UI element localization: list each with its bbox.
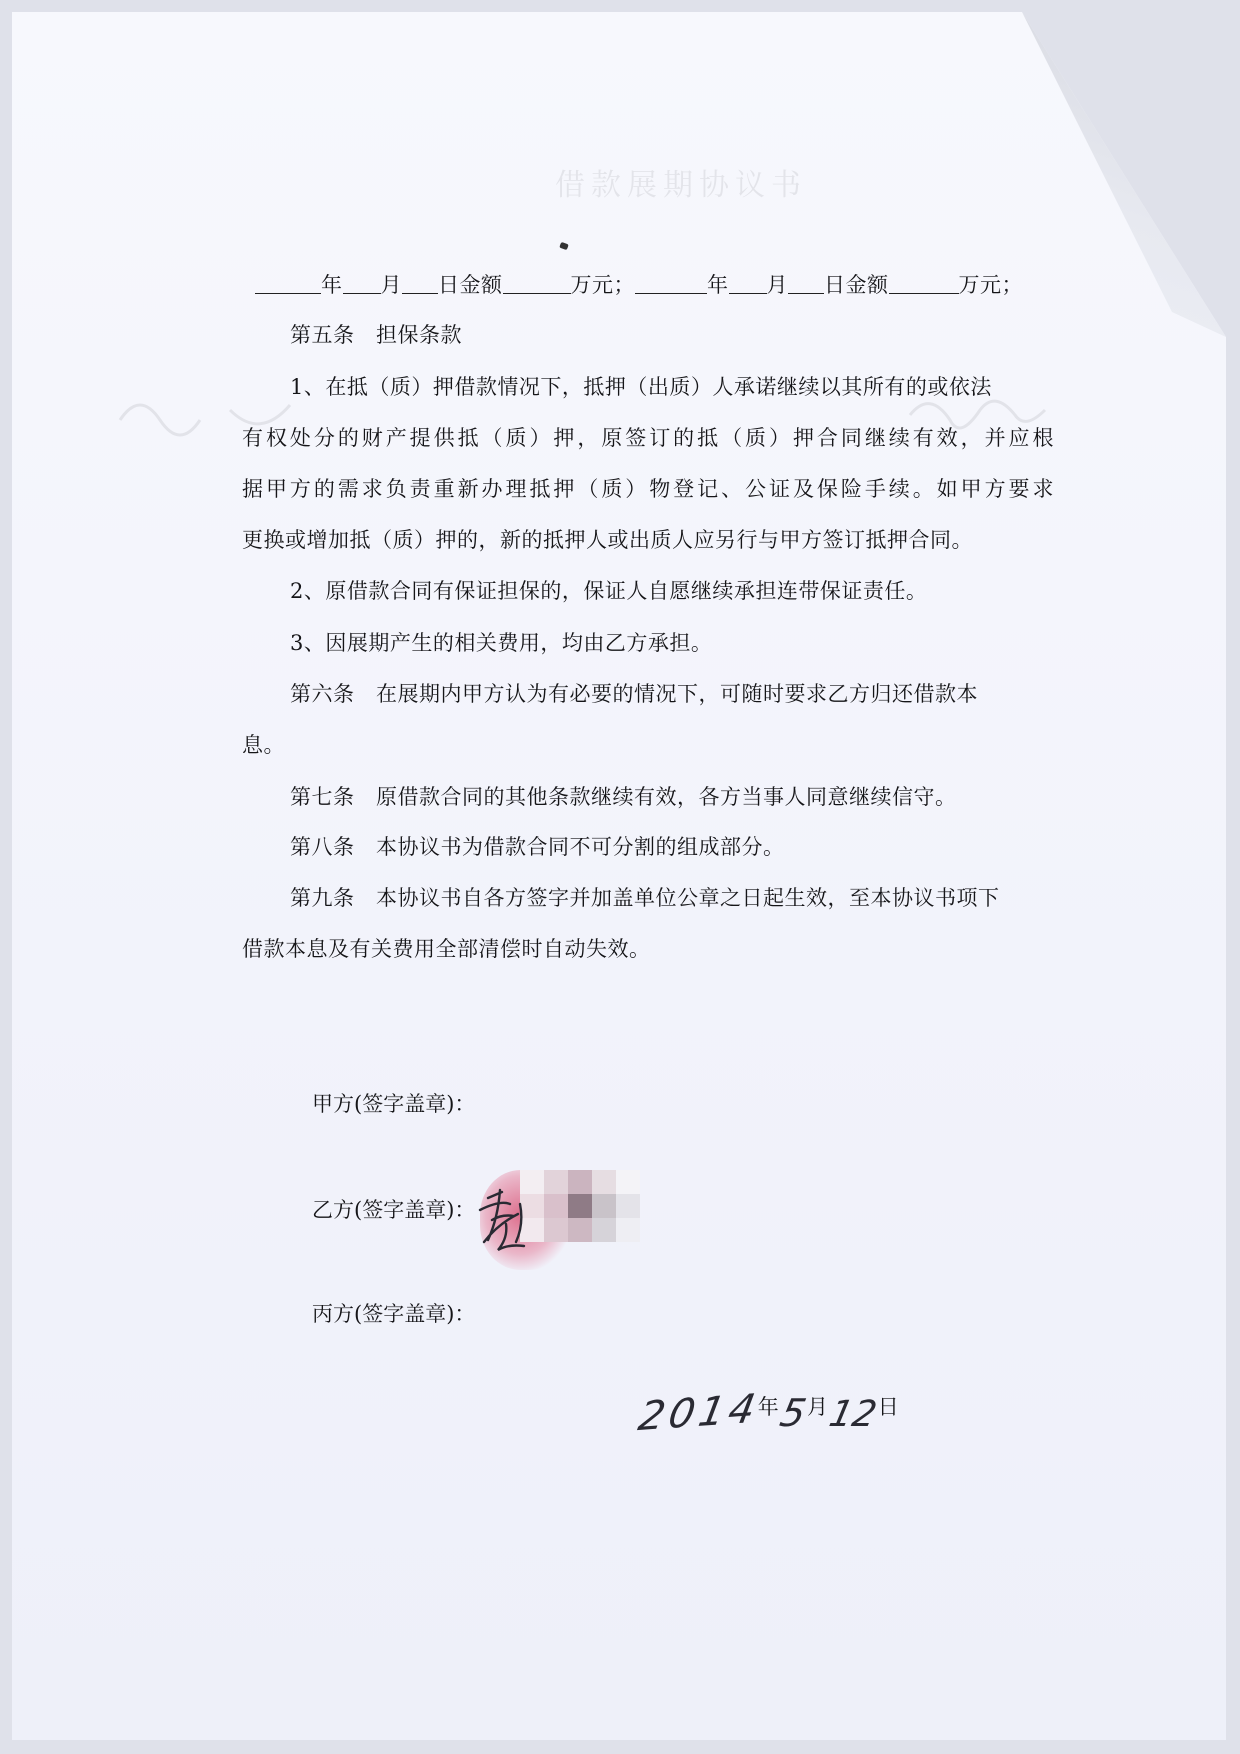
blank-amount-1 <box>503 271 571 294</box>
bleed-through-title: 借款展期协议书 <box>555 168 807 203</box>
article5-p2: 2、原借款合同有保证担保的，保证人自愿继续承担连带保证责任。 <box>290 579 928 603</box>
year-label: 年 <box>321 273 343 297</box>
day-amount-label: 日金额 <box>438 273 503 297</box>
article7: 第七条 原借款合同的其他条款继续有效，各方当事人同意继续信守。 <box>290 785 957 809</box>
article5-p1-line-1: 1、在抵（质）押借款情况下，抵押（出质）人承诺继续以其所有的或依法 <box>290 375 992 399</box>
unit-label: 万元； <box>570 273 635 297</box>
handwritten-year: 2014 <box>635 1385 763 1441</box>
blank-day-1 <box>402 271 438 294</box>
article6-line-2: 息。 <box>242 733 285 757</box>
blank-year-1 <box>255 271 321 294</box>
article5-p3: 3、因展期产生的相关费用，均由乙方承担。 <box>290 631 713 655</box>
article5-p1-line-4: 更换或增加抵（质）押的，新的抵押人或出质人应另行与甲方签订抵押合同。 <box>242 528 973 552</box>
article6-line-1: 第六条 在展期内甲方认为有必要的情况下，可随时要求乙方归还借款本 <box>290 682 978 706</box>
blank-month-1 <box>343 271 381 294</box>
blank-year-2 <box>635 271 707 294</box>
year-label: 年 <box>707 273 729 297</box>
blank-amount-2 <box>889 271 959 294</box>
handwritten-date <box>635 1385 899 1441</box>
article5-p1-line-2: 有权处分的财产提供抵（质）押，原签订的抵（质）押合同继续有效，并应根 <box>242 426 1054 450</box>
printed-year-label: 年 <box>757 1395 779 1419</box>
handwritten-month: 5 <box>776 1391 810 1435</box>
article5-heading: 第五条 担保条款 <box>290 323 462 347</box>
party-c-signature-label: 丙方(签字盖章)： <box>312 1302 476 1326</box>
printed-month-label: 月 <box>806 1395 828 1419</box>
party-b-signature-label: 乙方(签字盖章)： <box>312 1198 476 1222</box>
unit-label: 万元； <box>958 273 1023 297</box>
blank-month-2 <box>729 271 767 294</box>
blank-day-2 <box>788 271 824 294</box>
article9-line-1: 第九条 本协议书自各方签字并加盖单位公章之日起生效，至本协议书项下 <box>290 886 1000 910</box>
month-label: 月 <box>380 273 402 297</box>
party-a-signature-label: 甲方(签字盖章)： <box>312 1092 476 1116</box>
article8: 第八条 本协议书为借款合同不可分割的组成部分。 <box>290 835 785 859</box>
month-label: 月 <box>766 273 788 297</box>
printed-day-label: 日 <box>877 1395 899 1419</box>
article5-p1-line-3: 据甲方的需求负责重新办理抵押（质）物登记、公证及保险手续。如甲方要求 <box>242 477 1054 501</box>
day-amount-label: 日金额 <box>824 273 889 297</box>
amount-date-line <box>255 270 1067 300</box>
article9-line-2: 借款本息及有关费用全部清偿时自动失效。 <box>242 937 651 961</box>
handwritten-day: 12 <box>825 1394 881 1435</box>
handwritten-signature <box>470 1180 550 1260</box>
